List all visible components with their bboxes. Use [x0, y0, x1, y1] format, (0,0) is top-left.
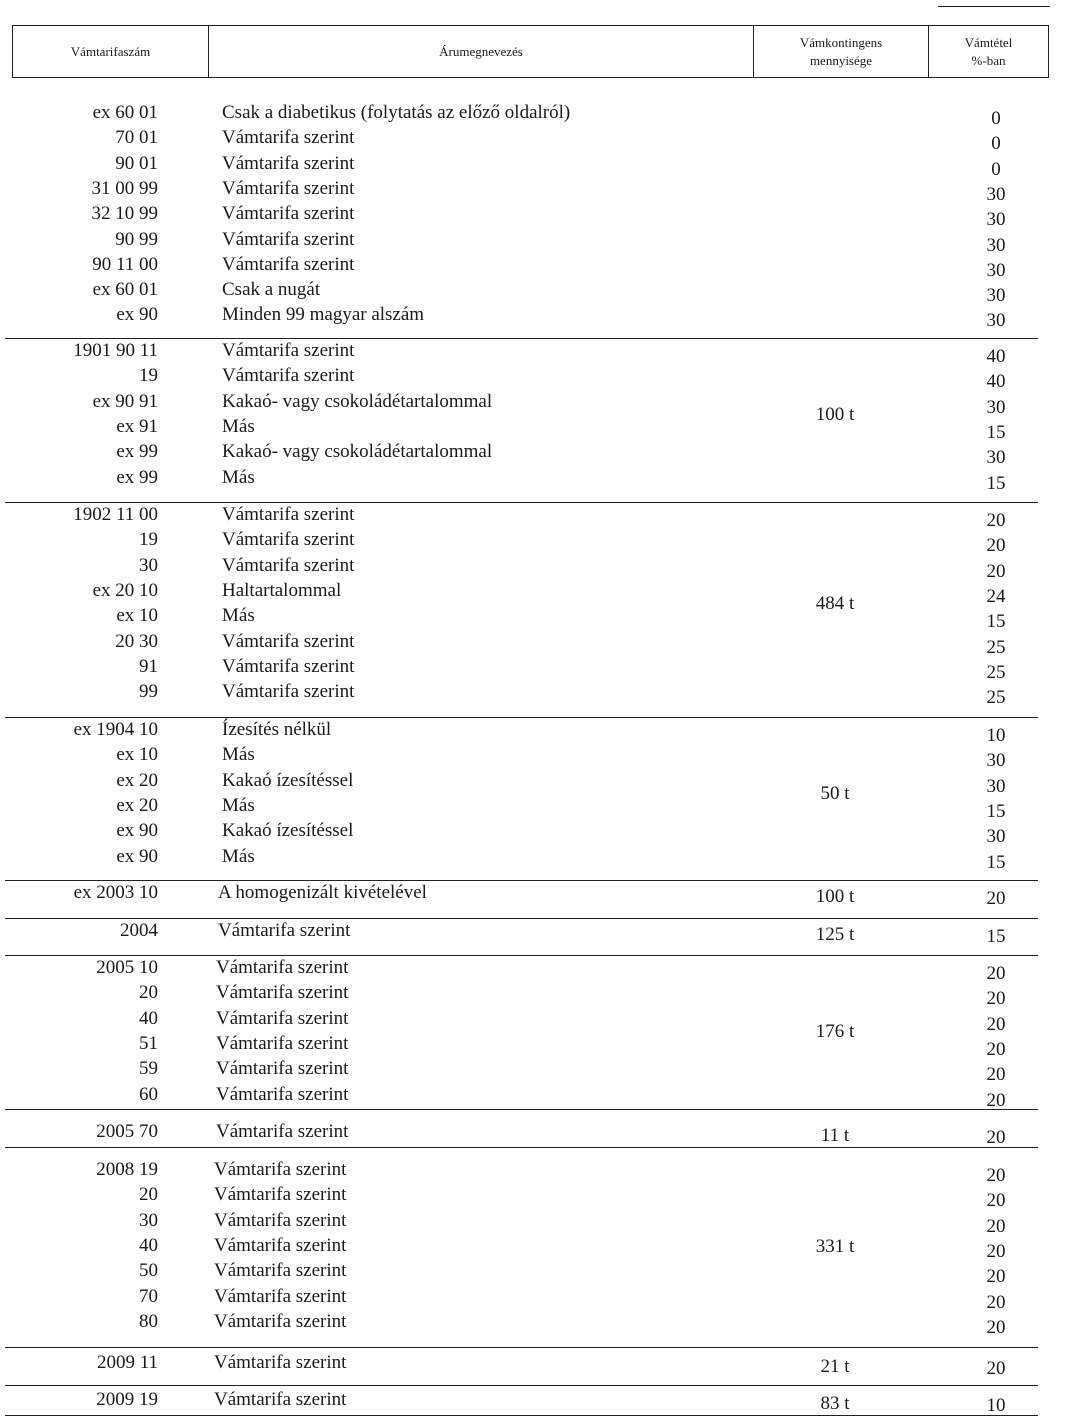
duty-rate: 10: [986, 725, 1006, 746]
goods-description: Vámtarifa szerint: [216, 1032, 349, 1054]
duty-rate: 20: [986, 963, 1006, 984]
group-divider: [5, 1385, 1038, 1386]
tariff-code: 30: [139, 1209, 158, 1231]
duty-rate: 25: [986, 687, 1006, 709]
table-row: [0, 918, 1070, 947]
table-row: [0, 151, 1070, 180]
tariff-code: 99: [139, 681, 158, 703]
table-row: [0, 553, 1070, 582]
table-row: [0, 465, 1070, 494]
table-row: [0, 629, 1070, 658]
header-goods-description: Árumegnevezés: [209, 26, 754, 77]
table-row: [0, 1309, 1070, 1338]
tariff-code: ex 90: [116, 820, 158, 842]
duty-rate: 0: [991, 133, 1001, 155]
duty-rate: 20: [986, 888, 1006, 909]
duty-rate: 40: [986, 371, 1006, 393]
table-row: [0, 768, 1070, 797]
table-row: [0, 227, 1070, 256]
duty-rate: 15: [986, 851, 1006, 873]
duty-rate: 30: [986, 447, 1006, 469]
duty-rate: 20: [986, 535, 1006, 557]
duty-rate: 25: [986, 636, 1006, 658]
duty-rate: 20: [986, 1291, 1006, 1313]
table-row: [0, 1157, 1070, 1186]
tariff-code: ex 90: [116, 304, 158, 326]
duty-rate: 20: [986, 988, 1006, 1010]
duty-rate: 20: [986, 1215, 1006, 1237]
goods-description: Vámtarifa szerint: [214, 1234, 347, 1256]
goods-description: Vámtarifa szerint: [214, 1159, 347, 1180]
goods-description: Vámtarifa szerint: [222, 655, 355, 677]
goods-description: Vámtarifa szerint: [214, 1209, 347, 1231]
tariff-code: 32 10 99: [91, 203, 158, 225]
tariff-code: 2009 11: [96, 1352, 158, 1373]
table-row: [0, 742, 1070, 772]
duty-rate: 20: [986, 1316, 1006, 1338]
tariff-code: 1901 90 11: [73, 340, 158, 361]
table-row: [0, 363, 1070, 393]
duty-rate: 40: [986, 346, 1006, 367]
tariff-code: 2009 19: [96, 1389, 158, 1410]
duty-rate: 20: [986, 1127, 1006, 1148]
goods-description: Vámtarifa szerint: [216, 982, 349, 1004]
goods-description: Vámtarifa szerint: [216, 1083, 349, 1105]
duty-rate: 20: [986, 1358, 1006, 1379]
tariff-code: ex 60 01: [92, 102, 158, 123]
duty-rate: 15: [986, 800, 1006, 822]
group-divider: [5, 1109, 1038, 1110]
goods-description: Vámtarifa szerint: [214, 1184, 347, 1206]
tariff-code: 90 11 00: [92, 253, 158, 275]
goods-description: Vámtarifa szerint: [222, 554, 355, 576]
goods-description: Csak a nugát: [222, 279, 321, 301]
goods-description: Kakaó- vagy csokoládétartalommal: [222, 390, 493, 412]
tariff-code: 60: [139, 1083, 158, 1105]
table-row: [0, 603, 1070, 633]
duty-rate: 30: [986, 310, 1006, 332]
tariff-code: 59: [139, 1058, 158, 1080]
table-row: [0, 1056, 1070, 1086]
goods-description: Minden 99 magyar alszám: [222, 304, 425, 326]
duty-rate: 20: [986, 1240, 1006, 1262]
duty-rate: 20: [986, 560, 1006, 582]
top-rule: [938, 6, 1050, 7]
group-divider: [5, 1347, 1038, 1348]
table-row: [0, 1284, 1070, 1313]
tariff-code: 20 30: [115, 630, 158, 652]
table-row: [0, 955, 1070, 984]
goods-description: Kakaó- vagy csokoládétartalommal: [222, 441, 493, 463]
group-divider: [5, 1147, 1038, 1148]
goods-description: Vámtarifa szerint: [214, 1352, 347, 1373]
goods-description: Vámtarifa szerint: [222, 177, 355, 199]
duty-rate: 25: [986, 661, 1006, 683]
goods-description: Vámtarifa szerint: [222, 127, 355, 149]
duty-rate: 30: [986, 234, 1006, 256]
tariff-code: ex 2003 10: [73, 882, 158, 903]
goods-description: Ízesítés nélkül: [222, 719, 332, 740]
duty-rate: 0: [991, 158, 1001, 180]
tariff-code: 1902 11 00: [73, 504, 158, 525]
goods-description: Vámtarifa szerint: [214, 1389, 347, 1410]
tariff-code: 2005 10: [96, 957, 158, 978]
tariff-code: 2004: [120, 920, 158, 941]
table-row: [0, 793, 1070, 822]
table-row: [0, 125, 1070, 155]
goods-description: Más: [222, 845, 255, 867]
tariff-code: 2005 70: [96, 1121, 158, 1142]
table-row: [0, 302, 1070, 332]
duty-rate: 30: [986, 209, 1006, 231]
tariff-code: ex 20: [116, 794, 158, 816]
table-row: [0, 1119, 1070, 1148]
goods-description: Vámtarifa szerint: [214, 1285, 347, 1307]
duty-rate: 15: [986, 421, 1006, 443]
duty-rate: 20: [986, 1190, 1006, 1212]
duty-rate: 20: [986, 510, 1006, 531]
quota-quantity: 100 t: [815, 886, 855, 907]
goods-description: Haltartalommal: [222, 579, 342, 601]
table-row: [0, 176, 1070, 205]
tariff-code: ex 99: [116, 441, 158, 463]
tariff-code: ex 10: [116, 605, 158, 627]
duty-rate: 30: [986, 396, 1006, 418]
table-row: [0, 502, 1070, 531]
goods-description: Vámtarifa szerint: [222, 630, 355, 652]
tariff-code: ex 20: [116, 769, 158, 791]
table-row: [0, 389, 1070, 418]
goods-description: Kakaó ízesítéssel: [222, 769, 354, 791]
goods-description: Vámtarifa szerint: [222, 365, 355, 387]
tariff-code: 80: [139, 1310, 158, 1332]
quota-quantity: 21 t: [820, 1356, 850, 1377]
quota-quantity: 484 t: [815, 593, 855, 615]
tariff-code: ex 60 01: [92, 279, 158, 301]
table-row: [0, 818, 1070, 848]
tariff-code: 51: [139, 1032, 158, 1054]
table-row: [0, 654, 1070, 683]
header-tariff-number: Vámtarifaszám: [13, 26, 209, 77]
goods-description: Más: [222, 466, 255, 488]
goods-description: Vámtarifa szerint: [216, 1058, 349, 1080]
duty-rate: 20: [986, 1266, 1006, 1288]
tariff-code: 70: [139, 1285, 158, 1307]
table-row: [0, 1258, 1070, 1288]
goods-description: Vámtarifa szerint: [216, 957, 349, 978]
tariff-code: 91: [139, 655, 158, 677]
tariff-code: 30: [139, 554, 158, 576]
tariff-code: 31 00 99: [91, 177, 158, 199]
tariff-code: ex 20 10: [92, 579, 158, 601]
goods-description: Más: [222, 794, 255, 816]
duty-rate: 20: [986, 1064, 1006, 1086]
table-row: [0, 679, 1070, 709]
header-duty-rate: Vámtétel %-ban: [964, 34, 1013, 68]
tariff-code: 19: [139, 365, 158, 387]
duty-rate: 30: [986, 775, 1006, 797]
goods-description: Vámtarifa szerint: [218, 920, 351, 941]
duty-rate: 15: [986, 611, 1006, 633]
table-row: [0, 439, 1070, 469]
goods-description: Vámtarifa szerint: [222, 152, 355, 174]
duty-rate: 20: [986, 1165, 1006, 1186]
quota-quantity: 176 t: [815, 1020, 855, 1042]
tariff-code: 50: [139, 1260, 158, 1282]
table-row: [0, 527, 1070, 557]
table-row: [0, 844, 1070, 873]
duty-rate: 30: [986, 826, 1006, 848]
goods-description: Vámtarifa szerint: [222, 228, 355, 250]
goods-description: Kakaó ízesítéssel: [222, 820, 354, 842]
quota-quantity: 11 t: [820, 1125, 850, 1146]
tariff-code: ex 10: [116, 744, 158, 766]
table-row: [0, 1208, 1070, 1237]
goods-description: Vámtarifa szerint: [214, 1310, 347, 1332]
tariff-code: 70 01: [115, 127, 158, 149]
tariff-code: ex 90: [116, 845, 158, 867]
goods-description: Vámtarifa szerint: [222, 529, 355, 551]
duty-rate: 30: [986, 183, 1006, 205]
quota-quantity: 331 t: [815, 1235, 855, 1257]
goods-description: Csak a diabetikus (folytatás az előző oldalról): [222, 102, 571, 123]
quota-quantity: 83 t: [820, 1393, 850, 1414]
table-row: [0, 414, 1070, 443]
table-row: [0, 1233, 1070, 1262]
tariff-code: 20: [139, 1184, 158, 1206]
goods-description: A homogenizált kivételével: [218, 882, 427, 903]
header-quota-quantity: Vámkontingens mennyisége: [754, 26, 929, 77]
tariff-code: ex 90 91: [92, 390, 158, 412]
table-header: [12, 25, 1049, 78]
table-row: [0, 1182, 1070, 1212]
duty-rate: 20: [986, 1089, 1006, 1111]
table-row: [0, 201, 1070, 231]
goods-description: Vámtarifa szerint: [222, 253, 355, 275]
goods-description: Vámtarifa szerint: [222, 681, 355, 703]
goods-description: Vámtarifa szerint: [222, 504, 355, 525]
tariff-code: 19: [139, 529, 158, 551]
table-row: [0, 1387, 1070, 1416]
duty-rate: 15: [986, 472, 1006, 494]
table-row: [0, 100, 1070, 129]
tariff-code: 90 01: [115, 152, 158, 174]
tariff-code: 40: [139, 1007, 158, 1029]
tariff-code: 40: [139, 1234, 158, 1256]
group-divider: [5, 1415, 1038, 1416]
tariff-code: ex 91: [116, 415, 158, 437]
goods-description: Más: [222, 415, 255, 437]
goods-description: Vámtarifa szerint: [222, 340, 355, 361]
duty-rate: 0: [991, 108, 1001, 129]
duty-rate: 20: [986, 1038, 1006, 1060]
quota-quantity: 100 t: [815, 403, 855, 425]
tariff-code: 20: [139, 982, 158, 1004]
duty-rate: 30: [986, 285, 1006, 307]
goods-description: Vámtarifa szerint: [214, 1260, 347, 1282]
quota-quantity: 125 t: [815, 924, 855, 945]
duty-rate: 15: [986, 926, 1006, 947]
goods-description: Vámtarifa szerint: [216, 1007, 349, 1029]
table-row: [0, 880, 1070, 909]
tariff-code: 2008 19: [96, 1159, 158, 1180]
goods-description: Vámtarifa szerint: [216, 1121, 349, 1142]
duty-rate: 24: [986, 585, 1006, 607]
duty-rate: 10: [986, 1395, 1006, 1416]
table-row: [0, 338, 1070, 367]
table-row: [0, 980, 1070, 1010]
goods-description: Más: [222, 744, 255, 766]
table-row: [0, 717, 1070, 746]
quota-quantity: 50 t: [820, 782, 850, 804]
table-row: [0, 1350, 1070, 1379]
goods-description: Más: [222, 605, 255, 627]
tariff-code: 90 99: [115, 228, 158, 250]
table-row: [0, 1031, 1070, 1060]
table-row: [0, 1082, 1070, 1111]
tariff-code: ex 1904 10: [73, 719, 158, 740]
goods-description: Vámtarifa szerint: [222, 203, 355, 225]
tariff-code: ex 99: [116, 466, 158, 488]
table-row: [0, 1006, 1070, 1035]
duty-rate: 30: [986, 259, 1006, 281]
duty-rate: 20: [986, 1013, 1006, 1035]
duty-rate: 30: [986, 750, 1006, 772]
table-row: [0, 277, 1070, 307]
table-row: [0, 252, 1070, 281]
